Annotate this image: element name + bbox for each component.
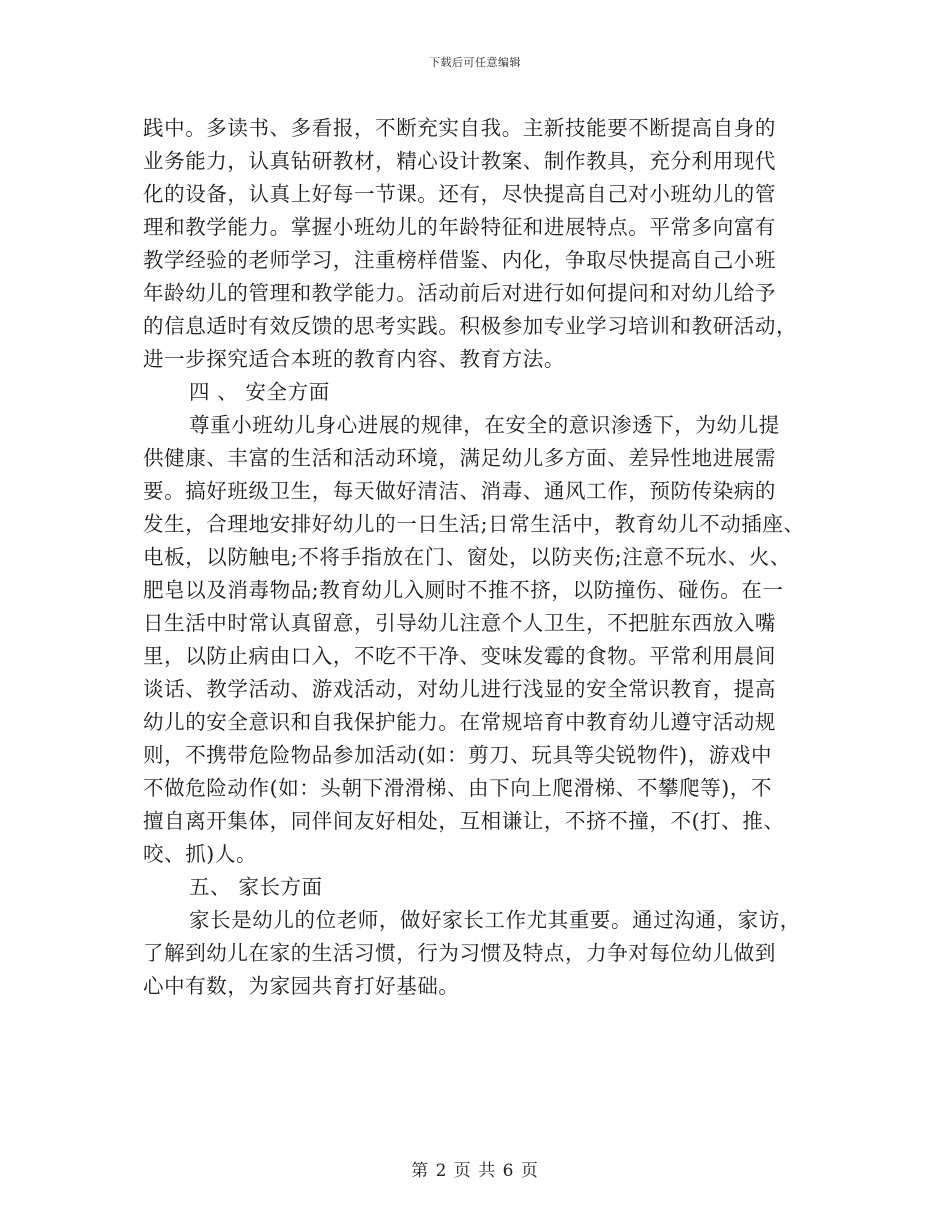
body-line: 电板，以防触电;不将手指放在门、窗处，以防夹伤;注意不玩水、火、: [143, 545, 792, 569]
body-line: 擅自离开集体，同伴间友好相处，互相谦让，不挤不撞，不(打、推、: [143, 809, 785, 833]
body-line: 肥皂以及消毒物品;教育幼儿入厕时不推不挤，以防撞伤、碰伤。在一: [143, 578, 784, 602]
body-line: 了解到幼儿在家的生活习惯，行为习惯及特点，力争对每位幼儿做到: [143, 941, 776, 965]
body-line: 化的设备，认真上好每一节课。还有，尽快提高自己对小班幼儿的管: [143, 182, 776, 206]
page-footer-number: 第 2 页 共 6 页: [411, 1161, 539, 1181]
body-line: 咬、抓)人。: [143, 842, 258, 866]
body-line: 进一步探究适合本班的教育内容、教育方法。: [143, 347, 565, 371]
body-line: 家长是幼儿的位老师，做好家长工作尤其重要。通过沟通，家访，: [189, 908, 801, 932]
body-line: 业务能力，认真钻研教材，精心设计教案、制作教具，充分利用现代: [143, 149, 776, 173]
body-line: 年龄幼儿的管理和教学能力。活动前后对进行如何提问和对幼儿给予: [143, 281, 776, 305]
body-line: 的信息适时有效反馈的思考实践。积极参加专业学习培训和教研活动，: [143, 314, 798, 338]
section-heading-safety: 四 、 安全方面: [189, 380, 330, 404]
body-line: 践中。多读书、多看报，不断充实自我。主新技能要不断提高自身的: [143, 116, 776, 140]
body-line: 尊重小班幼儿身心进展的规律，在安全的意识渗透下，为幼儿提: [189, 413, 780, 437]
body-line: 不做危险动作(如：头朝下滑滑梯、由下向上爬滑梯、不攀爬等)，不: [143, 776, 773, 800]
document-body: [143, 112, 811, 1003]
body-line: 则，不携带危险物品参加活动(如：剪刀、玩具等尖锐物件)，游戏中: [143, 743, 773, 767]
body-line: 发生，合理地安排好幼儿的一日生活;日常生活中，教育幼儿不动插座、: [143, 512, 805, 536]
body-line: 供健康、丰富的生活和活动环境，满足幼儿多方面、差异性地进展需: [143, 446, 776, 470]
body-line: 日生活中时常认真留意，引导幼儿注意个人卫生，不把脏东西放入嘴: [143, 611, 776, 635]
body-line: 要。搞好班级卫生，每天做好清洁、消毒、通风工作，预防传染病的: [143, 479, 776, 503]
section-heading-parents: 五、 家长方面: [189, 875, 323, 899]
body-line: 幼儿的安全意识和自我保护能力。在常规培育中教育幼儿遵守活动规: [143, 710, 776, 734]
body-line: 谈话、教学活动、游戏活动，对幼儿进行浅显的安全常识教育，提高: [143, 677, 776, 701]
body-line: 心中有数，为家园共育打好基础。: [143, 974, 460, 998]
body-line: 教学经验的老师学习，注重榜样借鉴、内化，争取尽快提高自己小班: [143, 248, 776, 272]
page-header-note: 下载后可任意编辑: [429, 56, 521, 69]
body-line: 里，以防止病由口入，不吃不干净、变味发霉的食物。平常利用晨间: [143, 644, 776, 668]
body-line: 理和教学能力。掌握小班幼儿的年龄特征和进展特点。平常多向富有: [143, 215, 776, 239]
